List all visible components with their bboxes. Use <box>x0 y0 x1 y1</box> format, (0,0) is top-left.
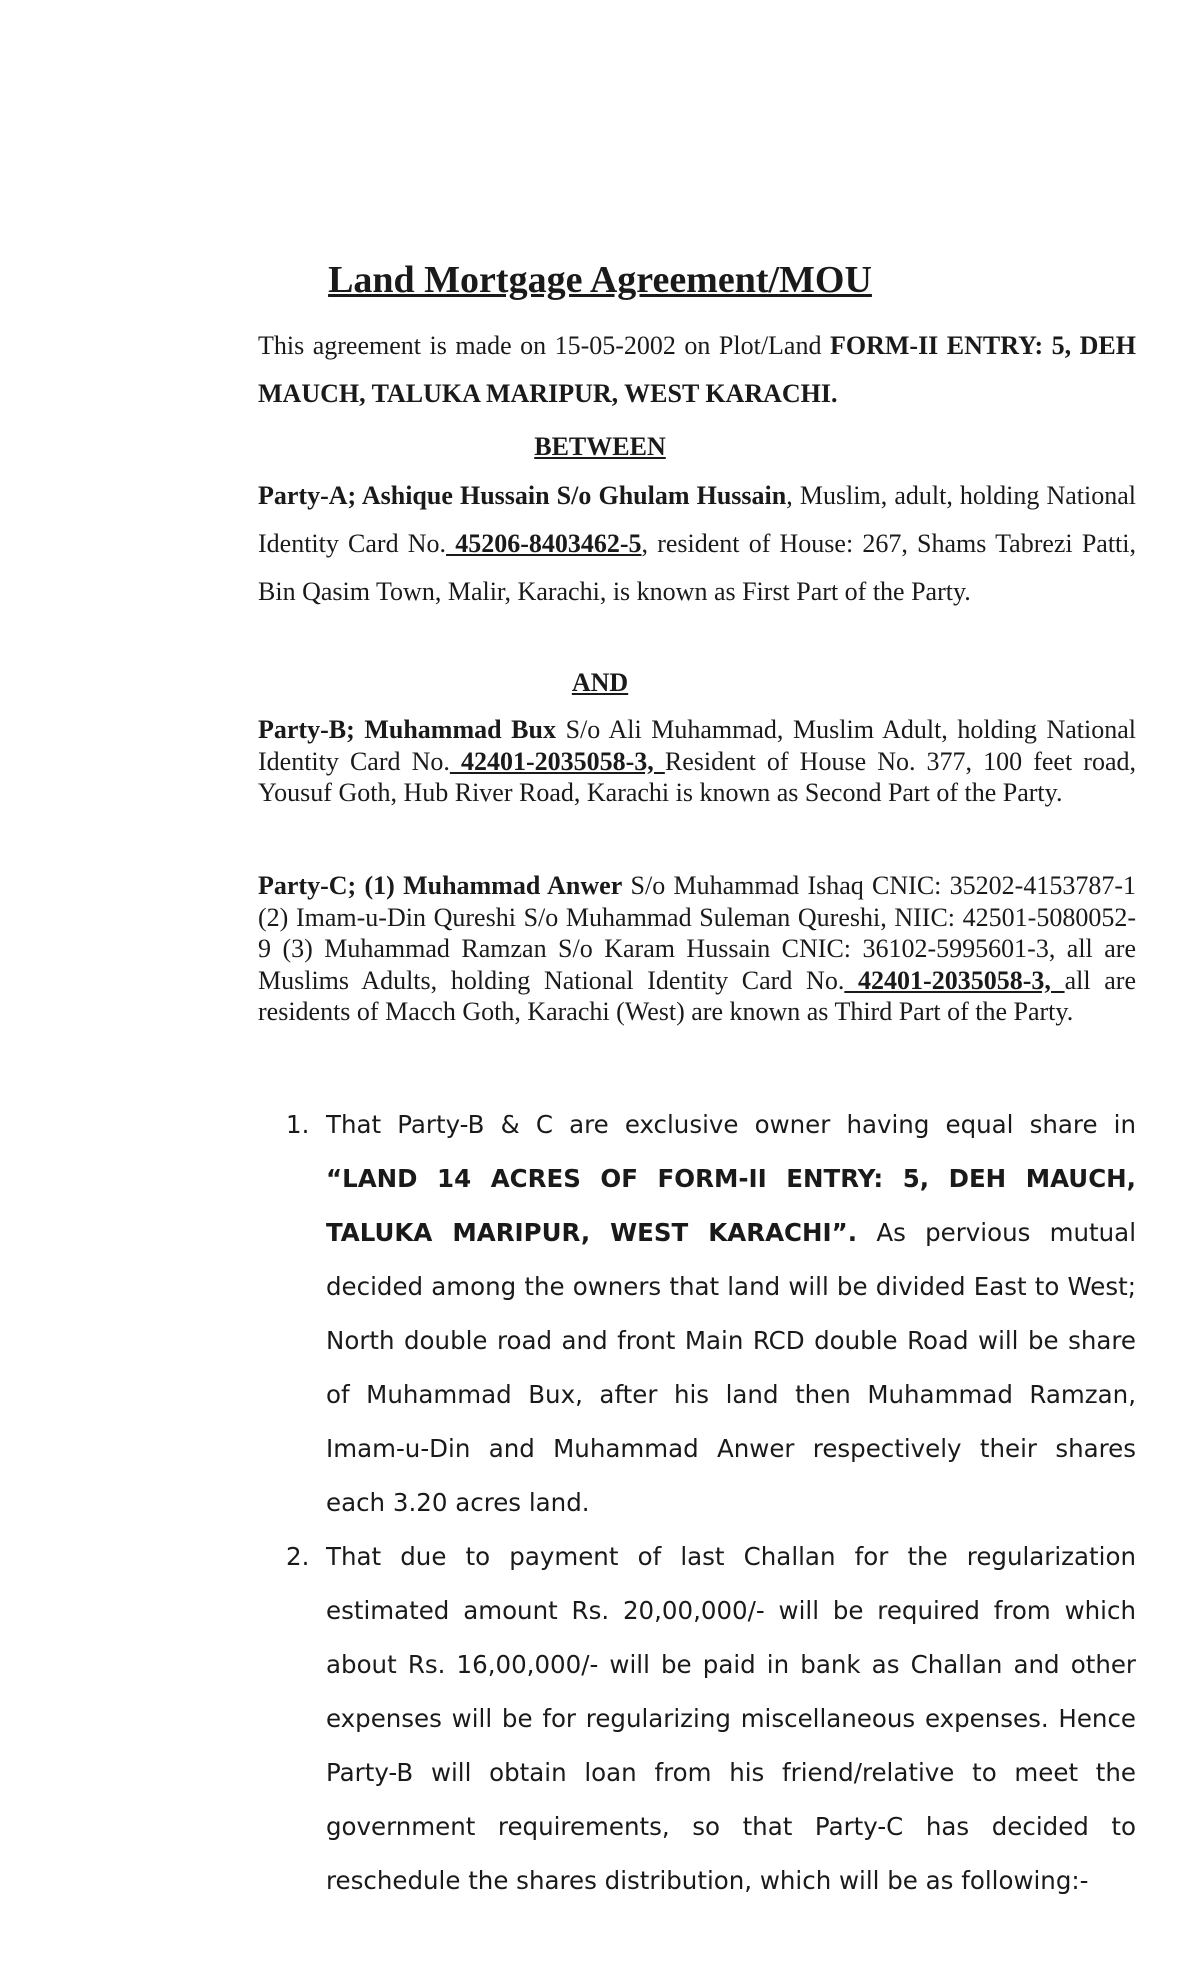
party-c-address: all are residents of Macch Goth, Karachi (West) are known as Third Part of the Party. <box>258 965 1136 1026</box>
party-c-name: Party-C; (1) Muhammad Anwer <box>258 871 623 900</box>
clause-item <box>286 1098 1136 1530</box>
party-b-address: Resident of House No. 377, 100 feet road, Yousuf Goth, Hub River Road, Karachi is known as Second Part of the Party. <box>258 746 1136 807</box>
clause-number: 1. <box>286 1110 310 1139</box>
clauses-list <box>286 1098 1136 1908</box>
between-heading: BETWEEN <box>534 432 666 461</box>
clause-text-continued: As pervious mutual decided among the owners that land will be divided East to West; North double road and front Main RCD double Road will be share of Muhammad Bux, after his land then Muhammad Ramzan, Imam-u-Din and Muhammad Anwer respectively their shares each 3.20 acres land. <box>326 1218 1136 1517</box>
document-title: Land Mortgage Agreement/MOU <box>328 259 872 301</box>
party-b-text: S/o Ali Muhammad, Muslim Adult, holding National Identity Card No. <box>258 715 1136 776</box>
clause-text: That due to payment of last Challan for the regularization estimated amount Rs. 20,00,000/- will be required from which about Rs. 16,00,000/- will be paid in bank as Challan and other expenses will be for regularizing miscellaneous expenses. Hence Party-B will obtain loan from his friend/relative to meet the government requirements, so that Party-C has decided to reschedule the shares distribution, which will be as following:- <box>326 1542 1136 1895</box>
party-b-name: Party-B; Muhammad Bux <box>258 715 556 744</box>
party-b-cnic: 42401-2035058-3, <box>449 746 665 776</box>
party-a-paragraph <box>258 472 1136 616</box>
intro-location: FORM-II ENTRY: 5, DEH MAUCH, TALUKA MARIPUR, WEST KARACHI. <box>258 331 1136 408</box>
and-heading: AND <box>571 668 629 697</box>
party-a-cnic: 45206-8403462-5 <box>446 529 642 558</box>
clause-emphasis: “LAND 14 ACRES OF FORM-II ENTRY: 5, DEH MAUCH, TALUKA MARIPUR, WEST KARACHI”. <box>326 1164 1136 1247</box>
party-a-address: , resident of House: 267, Shams Tabrezi Patti, Bin Qasim Town, Malir, Karachi, is known as First Part of the Party. <box>258 529 1137 606</box>
party-c-text: S/o Muhammad Ishaq CNIC: 35202-4153787-1 (2) Imam-u-Din Qureshi S/o Muhammad Suleman Qureshi, NIIC: 42501-5080052-9 (3) Muhammad Ramzan S/o Karam Hussain CNIC: 36102-5995601-3, all are Muslims Adults, holding National Identity Card No. <box>258 871 1136 995</box>
party-b-paragraph <box>258 714 1136 809</box>
party-c-cnic: 42401-2035058-3, <box>844 965 1065 995</box>
intro-paragraph <box>258 322 1136 418</box>
party-c-paragraph <box>258 870 1136 1028</box>
party-a-text: , Muslim, adult, holding National Identity Card No. <box>258 481 1136 558</box>
intro-text: This agreement is made on 15-05-2002 on Plot/Land <box>258 331 830 360</box>
party-a-name: Party-A; Ashique Hussain S/o Ghulam Hussain <box>258 481 787 510</box>
clause-text: That Party-B & C are exclusive owner having equal share in <box>326 1110 1136 1139</box>
clause-item <box>286 1530 1136 1908</box>
clause-number: 2. <box>286 1542 310 1571</box>
